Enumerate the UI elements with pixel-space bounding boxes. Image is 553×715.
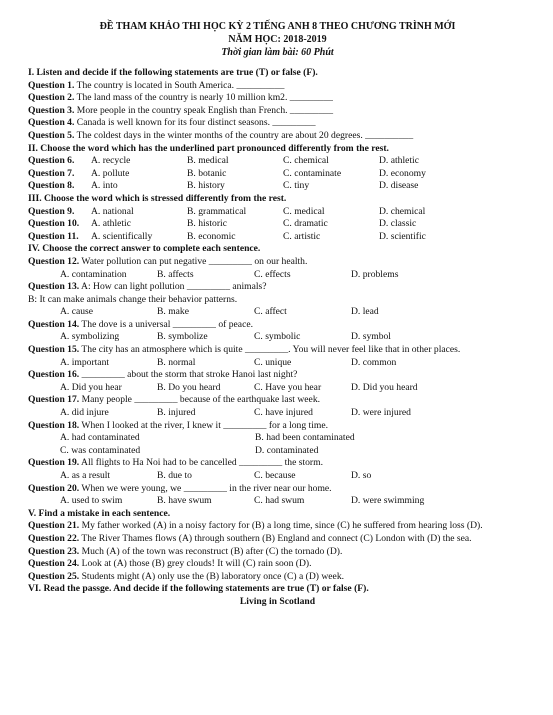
question-14-options: A. symbolizing B. symbolize C. symbolic D. symbol [60, 331, 391, 343]
question-7: Question 7. A. pollute B. botanic C. contaminate D. economy [28, 167, 426, 179]
question-12-options: A. contamination B. affects C. effects D. problems [60, 268, 399, 280]
question-17-options: A. did injure B. injured C. have injured D. were injured [60, 407, 411, 419]
question-16-options: A. Did you hear B. Do you heard C. Have you hear D. Did you heard [60, 381, 418, 393]
question-9: Question 9. A. national B. grammatical C. medical D. chemical [28, 205, 426, 217]
question-18-options-cd: C. was contaminated D. contaminated [60, 444, 319, 456]
question-12: Question 12. Water pollution can put negative _________ on our health. [28, 255, 308, 267]
question-2: Question 2. The land mass of the country is nearly 10 million km2. _________ [28, 92, 333, 104]
question-13-options: A. cause B. make C. affect D. lead [60, 306, 379, 318]
question-17: Question 17. Many people _________ because of the earthquake last week. [28, 394, 321, 406]
school-year: NĂM HỌC: 2018-2019 [228, 34, 327, 45]
question-18-options-ab: A. had contaminated B. had been contaminated [60, 432, 355, 444]
question-21: Question 21. My father worked (A) in a noisy factory for (B) a long time, since (C) he suffered from hearing loss (D). [28, 520, 483, 532]
section-5-title: V. Find a mistake in each sentence. [28, 507, 171, 519]
section-4-title: IV. Choose the correct answer to complete each sentence. [28, 243, 261, 255]
time-allowed: Thời gian làm bài: 60 Phút [221, 47, 334, 58]
question-20-options: A. used to swim B. have swum C. had swum D. were swimming [60, 495, 425, 507]
question-25: Question 25. Students might (A) only use the (B) laboratory once (C) a (D) week. [28, 570, 345, 582]
question-14: Question 14. The dove is a universal _________ of peace. [28, 318, 253, 330]
question-19-options: A. as a result B. due to C. because D. so [60, 470, 372, 481]
passage-title: Living in Scotland [239, 595, 316, 607]
question-10: Question 10. A. athletic B. historic C. dramatic D. classic [28, 218, 417, 230]
question-22: Question 22. The River Thames flows (A) through southern (B) England and connect (C) London with (D) the sea. [28, 532, 472, 544]
question-15-options: A. important B. normal C. unique D. common [60, 356, 397, 368]
question-6: Question 6. A. recycle B. medical C. chemical D. athletic [28, 155, 419, 167]
question-15: Question 15. The city has an atmosphere which is quite _________. You will never feel like that in other places. [28, 344, 461, 356]
question-8: Question 8. A. into B. history C. tiny D. disease [28, 180, 419, 192]
section-6-title: VI. Read the passge. And decide if the following statements are true (T) or false (F). [28, 583, 369, 595]
question-23: Question 23. Much (A) of the town was reconstruct (B) after (C) the tornado (D). [28, 545, 343, 557]
section-2-title: II. Choose the word which has the underlined part pronounced differently from the rest. [28, 142, 389, 154]
question-19: Question 19. All flights to Ha Noi had to be cancelled _________ the storm. [28, 457, 323, 469]
question-3: Question 3. More people in the country speak English than French. _________ [28, 104, 334, 116]
question-4: Question 4. Canada is well known for its four distinct seasons. _________ [28, 117, 316, 129]
question-18: Question 18. When I looked at the river, I knew it _________ for a long time. [28, 419, 329, 431]
question-1: Question 1. The country is located in South America. __________ [28, 79, 285, 91]
exam-title: ĐỀ THAM KHẢO THI HỌC KỲ 2 TIẾNG ANH 8 THEO CHƯƠNG TRÌNH MỚI [99, 21, 456, 32]
question-13-line2: B: It can make animals change their behavior patterns. [28, 293, 238, 305]
section-3-title: III. Choose the word which is stressed differently from the rest. [28, 192, 287, 204]
question-16: Question 16. _________ about the storm that stroke Hanoi last night? [28, 369, 298, 381]
question-20: Question 20. When we were young, we _________ in the river near our home. [28, 482, 332, 494]
question-24: Question 24. Look at (A) those (B) grey clouds! It will (C) rain soon (D). [28, 558, 312, 570]
question-11: Question 11. A. scientifically B. economic C. artistic D. scientific [28, 230, 426, 242]
section-1-title: I. Listen and decide if the following statements are true (T) or false (F). [28, 67, 318, 78]
question-13: Question 13. A: How can light pollution _________ animals? [28, 281, 267, 293]
question-5: Question 5. The coldest days in the winter months of the country are about 20 degrees. __________ [28, 129, 414, 141]
